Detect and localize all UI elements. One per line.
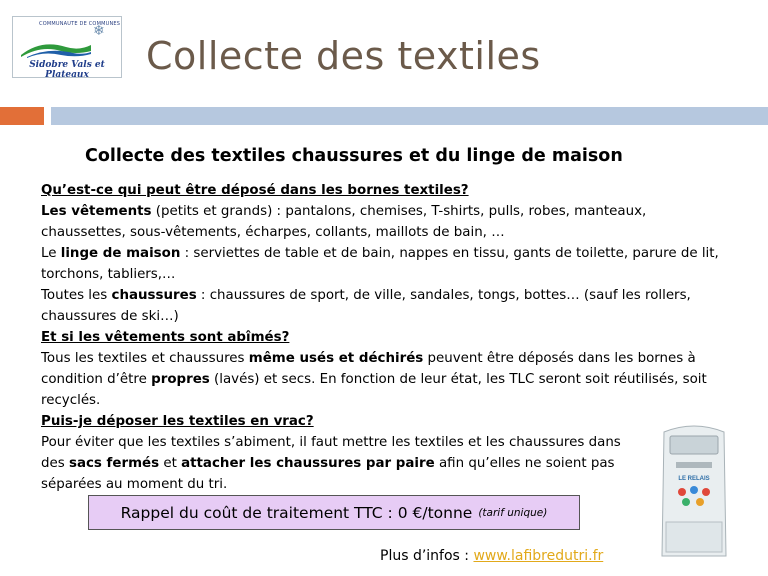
bags-bold-1: sacs fermés	[68, 456, 160, 471]
shoes-prefix: Toutes les	[41, 288, 112, 303]
clothes-text: (petits et grands) : pantalons, chemises, T-shirts, pulls, robes, manteaux, chaussettes, sous-vêtements, écharpes, collants, maillots de bain, …	[41, 204, 647, 240]
question-1: Qu’est-ce qui peut être déposé dans les bornes textiles?	[41, 183, 469, 198]
linen-prefix: Le	[41, 246, 61, 261]
paragraph-shoes	[41, 285, 731, 327]
snowflake-icon: ❄	[93, 23, 105, 39]
logo-text: Sidobre Vals et Plateaux	[29, 60, 105, 80]
more-info	[380, 548, 603, 564]
accent-bar-blue	[51, 107, 768, 125]
clothes-label: Les vêtements	[41, 204, 152, 219]
cost-note-main: Rappel du coût de traitement TTC : 0 €/tonne	[120, 503, 473, 522]
bags-end: afin qu’elles ne soient pas séparées au moment du tri.	[41, 456, 615, 492]
damaged-bold-1: même usés et déchirés	[248, 351, 424, 366]
cost-note	[88, 495, 580, 530]
logo	[12, 16, 122, 78]
paragraph-damaged	[41, 348, 731, 411]
shoes-label: chaussures	[111, 288, 197, 303]
textile-container-illustration	[656, 422, 732, 560]
paragraph-bags	[41, 432, 631, 495]
more-info-link[interactable]: www.lafibredutri.fr	[473, 548, 604, 564]
damaged-end: (lavés) et secs. En fonction de leur état, les TLC seront soit réutilisés, soit recyclés.	[41, 372, 707, 408]
bags-prefix: Pour éviter que les textiles s’abiment, il faut mettre les textiles et les chaussures dans des	[41, 435, 621, 471]
shoes-text: : chaussures de sport, de ville, sandales, tongs, bottes… (sauf les rollers, chaussures de ski…)	[41, 288, 691, 324]
content-body	[41, 180, 731, 495]
linen-label: linge de maison	[60, 246, 181, 261]
more-info-label: Plus d’infos :	[380, 548, 474, 564]
bags-mid: et	[159, 456, 182, 471]
damaged-mid: peuvent être déposés dans les bornes à condition d’être	[41, 351, 696, 387]
damaged-prefix: Tous les textiles et chaussures	[41, 351, 249, 366]
damaged-bold-2: propres	[151, 372, 210, 387]
hills-icon	[21, 37, 91, 59]
question-2: Et si les vêtements sont abîmés?	[41, 330, 290, 345]
paragraph-clothes	[41, 201, 731, 243]
page-title: Collecte des textiles	[146, 34, 541, 78]
linen-text: : serviettes de table et de bain, nappes en tissu, gants de toilette, parure de lit, torchons, tabliers,…	[41, 246, 719, 282]
cost-note-small: (tarif unique)	[478, 506, 548, 519]
paragraph-linen	[41, 243, 731, 285]
container-label: LE RELAIS	[678, 476, 710, 482]
question-3: Puis-je déposer les textiles en vrac?	[41, 414, 314, 429]
accent-bar-orange	[0, 107, 44, 125]
subtitle: Collecte des textiles chaussures et du linge de maison	[85, 146, 623, 166]
bags-bold-2: attacher les chaussures par paire	[181, 456, 435, 471]
logo-top-text: COMMUNAUTE DE COMMUNES	[39, 21, 121, 27]
